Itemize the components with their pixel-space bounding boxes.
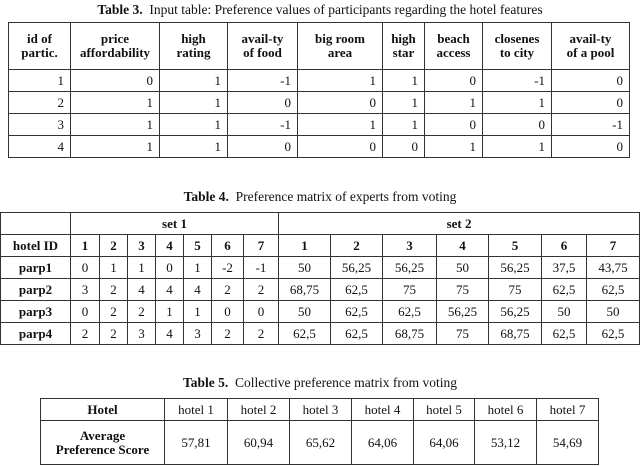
header-line: star (392, 45, 415, 60)
hotel-header-cell: hotel 3 (290, 399, 352, 421)
caption-text: Collective preference matrix from voting (235, 375, 457, 390)
table-cell: 0 (552, 136, 630, 158)
table-cell: 1 (71, 114, 160, 136)
table-cell: 62,5 (587, 323, 640, 345)
table-cell: 1 (298, 70, 383, 92)
table-row (9, 92, 630, 114)
table-cell: 4 (9, 136, 71, 158)
table-cell: 1 (128, 257, 156, 279)
table-row (1, 279, 640, 301)
table-cell: 4 (156, 323, 184, 345)
table-cell: 3 (71, 279, 100, 301)
header-line: rating (176, 45, 211, 60)
expert-preference-matrix (0, 212, 640, 345)
empty-header-cell (1, 213, 71, 235)
caption-label: Table 4. (183, 189, 229, 204)
participant-label: parp2 (1, 279, 71, 301)
table-cell: 2 (100, 279, 128, 301)
table-cell: 1 (298, 114, 383, 136)
table-cell: 1 (71, 92, 160, 114)
caption-text: Input table: Preference values of participants regarding the hotel features (149, 2, 543, 17)
table-cell: -1 (244, 257, 279, 279)
table-cell: 56,25 (489, 257, 542, 279)
table-cell: 0 (71, 301, 100, 323)
score-cell: 53,12 (475, 421, 537, 465)
table-cell: 4 (156, 279, 184, 301)
table-cell: 0 (228, 136, 298, 158)
table-cell: 4 (128, 279, 156, 301)
participant-label: parp3 (1, 301, 71, 323)
table-cell: 68,75 (279, 279, 331, 301)
table-row (9, 114, 630, 136)
column-header (483, 23, 552, 70)
hotel-column-header: 5 (489, 235, 542, 257)
table-cell: 75 (437, 323, 489, 345)
table-cell: 50 (437, 257, 489, 279)
table-cell: -1 (552, 114, 630, 136)
hotel-id-header: hotel ID (1, 235, 71, 257)
table-cell: 68,75 (489, 323, 542, 345)
hotel-header: Hotel (41, 399, 165, 421)
table-cell: 75 (489, 279, 542, 301)
table-cell: 1 (160, 114, 228, 136)
header-line: price (100, 31, 130, 46)
participant-label: parp1 (1, 257, 71, 279)
header-line: high (391, 31, 416, 46)
table-cell: 62,5 (542, 323, 587, 345)
header-line: Preference Score (55, 441, 150, 457)
hotel-column-header: 1 (279, 235, 331, 257)
table-cell: 0 (212, 301, 244, 323)
table-cell: 2 (71, 323, 100, 345)
table-cell: 0 (425, 114, 483, 136)
hotel-column-header: 4 (156, 235, 184, 257)
table-row (1, 323, 640, 345)
table-cell: 3 (184, 323, 212, 345)
collective-preference-table (40, 398, 599, 465)
table-cell: 2 (9, 92, 71, 114)
hotel-header-cell: hotel 1 (165, 399, 228, 421)
table-cell: 0 (298, 92, 383, 114)
header-line: high (181, 31, 206, 46)
table-cell: 1 (160, 70, 228, 92)
header-line: big room (315, 31, 365, 46)
header-line: avail-ty (569, 31, 612, 46)
header-line: of a pool (566, 45, 615, 60)
table-cell: 1 (160, 136, 228, 158)
caption-label: Table 3. (97, 2, 143, 17)
hotel-column-header: 4 (437, 235, 489, 257)
hotel-header-cell: hotel 5 (414, 399, 475, 421)
score-cell: 57,81 (165, 421, 228, 465)
table-cell: 62,5 (587, 279, 640, 301)
table-cell: 1 (160, 92, 228, 114)
table-cell: 0 (228, 92, 298, 114)
table-cell: 50 (542, 301, 587, 323)
column-header (71, 23, 160, 70)
hotel-column-header: 2 (331, 235, 383, 257)
column-header (228, 23, 298, 70)
table-cell: 62,5 (331, 279, 383, 301)
hotel-header-cell: hotel 2 (228, 399, 290, 421)
table-cell: 0 (156, 257, 184, 279)
table-cell: 62,5 (331, 301, 383, 323)
table-cell: 4 (184, 279, 212, 301)
table-cell: 3 (9, 114, 71, 136)
set1-header: set 1 (71, 213, 279, 235)
table-cell: 1 (9, 70, 71, 92)
hotel-column-header: 3 (128, 235, 156, 257)
table-cell: 1 (483, 136, 552, 158)
header-line: to city (499, 45, 535, 60)
table-cell: 1 (184, 257, 212, 279)
caption-label: Table 5. (183, 375, 229, 390)
table-cell: 0 (244, 301, 279, 323)
table-cell: 50 (587, 301, 640, 323)
table-cell: 0 (383, 136, 425, 158)
table-cell: 2 (244, 279, 279, 301)
average-score-header (41, 421, 165, 465)
header-line: of food (243, 45, 282, 60)
input-preference-table (8, 22, 630, 158)
table-cell: 1 (383, 92, 425, 114)
header-line: closenes (494, 31, 540, 46)
table-cell: 0 (71, 70, 160, 92)
table-cell: 2 (244, 323, 279, 345)
table-row (9, 136, 630, 158)
table-cell: 0 (71, 257, 100, 279)
table-cell: 1 (483, 92, 552, 114)
table-cell: -1 (228, 114, 298, 136)
table-cell: 1 (425, 92, 483, 114)
table-cell: 1 (71, 136, 160, 158)
header-line: id of (27, 31, 52, 46)
header-line: beach (437, 31, 470, 46)
table-cell: 56,25 (383, 257, 437, 279)
table-cell: 2 (212, 279, 244, 301)
column-header (298, 23, 383, 70)
table-cell: 50 (279, 257, 331, 279)
table-row (1, 301, 640, 323)
table-cell: 3 (128, 323, 156, 345)
table-cell: 56,25 (437, 301, 489, 323)
score-cell: 54,69 (537, 421, 599, 465)
table-cell: 0 (425, 70, 483, 92)
table-cell: 0 (483, 114, 552, 136)
table-cell: 1 (383, 70, 425, 92)
table-cell: 1 (425, 136, 483, 158)
table-cell: 62,5 (279, 323, 331, 345)
table-cell: 75 (437, 279, 489, 301)
hotel-header-cell: hotel 6 (475, 399, 537, 421)
table-cell: 43,75 (587, 257, 640, 279)
table-cell: 1 (184, 301, 212, 323)
hotel-header-cell: hotel 4 (352, 399, 414, 421)
header-line: access (436, 45, 471, 60)
table-row (1, 257, 640, 279)
table-cell: 2 (100, 301, 128, 323)
score-cell: 64,06 (414, 421, 475, 465)
table-cell: 62,5 (542, 279, 587, 301)
table-cell: 0 (552, 92, 630, 114)
table-cell: 2 (100, 323, 128, 345)
table-cell: 56,25 (331, 257, 383, 279)
header-line: partic. (21, 45, 58, 60)
table-cell: 2 (212, 323, 244, 345)
score-cell: 60,94 (228, 421, 290, 465)
column-header (425, 23, 483, 70)
table-cell: 62,5 (331, 323, 383, 345)
set2-header: set 2 (279, 213, 640, 235)
table-cell: 68,75 (383, 323, 437, 345)
hotel-column-header: 6 (212, 235, 244, 257)
table-row (9, 70, 630, 92)
hotel-column-header: 1 (71, 235, 100, 257)
hotel-column-header: 5 (184, 235, 212, 257)
table-cell: 1 (100, 257, 128, 279)
table5-caption (0, 375, 640, 391)
table-cell: -1 (228, 70, 298, 92)
header-line: avail-ty (241, 31, 284, 46)
column-header (160, 23, 228, 70)
table3-caption (0, 2, 640, 18)
table-cell: 0 (552, 70, 630, 92)
column-header (552, 23, 630, 70)
table-cell: 56,25 (489, 301, 542, 323)
participant-label: parp4 (1, 323, 71, 345)
table-cell: 1 (383, 114, 425, 136)
hotel-column-header: 2 (100, 235, 128, 257)
header-line: Average (79, 427, 126, 443)
hotel-column-header: 7 (244, 235, 279, 257)
table-cell: 0 (298, 136, 383, 158)
table-cell: -1 (483, 70, 552, 92)
hotel-column-header: 3 (383, 235, 437, 257)
table4-caption (0, 189, 640, 205)
table-cell: 2 (128, 301, 156, 323)
column-header (383, 23, 425, 70)
table-cell: 75 (383, 279, 437, 301)
table-cell: 37,5 (542, 257, 587, 279)
header-line: area (327, 45, 353, 60)
hotel-header-cell: hotel 7 (537, 399, 599, 421)
score-cell: 65,62 (290, 421, 352, 465)
table-cell: 50 (279, 301, 331, 323)
caption-text: Preference matrix of experts from voting (235, 189, 457, 204)
table-cell: 62,5 (383, 301, 437, 323)
hotel-column-header: 6 (542, 235, 587, 257)
score-cell: 64,06 (352, 421, 414, 465)
table-cell: -2 (212, 257, 244, 279)
hotel-column-header: 7 (587, 235, 640, 257)
header-line: affordability (79, 45, 151, 60)
column-header (9, 23, 71, 70)
table-cell: 1 (156, 301, 184, 323)
